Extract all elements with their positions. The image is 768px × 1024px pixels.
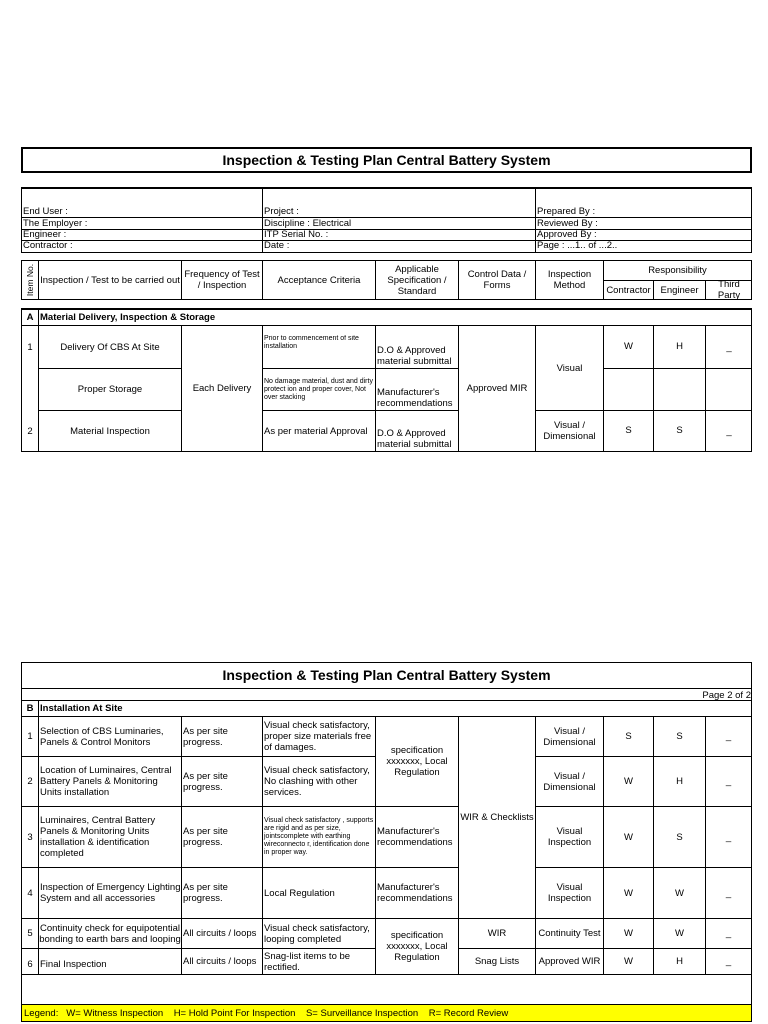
- section-b-letter: B: [26, 703, 34, 714]
- row-b4-contractor: W: [624, 887, 633, 899]
- row-b2-number: 2: [27, 776, 33, 787]
- header-third-party: Third Party: [717, 281, 741, 299]
- header-item-no: Item No.: [25, 263, 35, 297]
- approved-by-label: Approved By :: [537, 229, 597, 240]
- row-b3-acceptance: Visual check satisfactory , supports are rigid and as per size, jointscomplete with earthing wireconnecto r, identification done in proper way.: [264, 817, 374, 856]
- frequency-each-delivery: Each Delivery: [192, 383, 252, 394]
- row-b5-contractor: W: [624, 928, 633, 939]
- row-b4-engineer: W: [675, 887, 684, 899]
- row-b5-control: WIR: [487, 928, 507, 939]
- row-a3-acceptance: As per material Approval: [264, 425, 368, 437]
- row-b5-acceptance: Visual check satisfactory, looping completed: [264, 922, 370, 945]
- row-b3-contractor: W: [624, 831, 633, 843]
- row-b2-third-party: _: [725, 776, 732, 787]
- header-frequency: Frequency of Test / Inspection: [184, 269, 260, 291]
- row-b6-third-party: _: [725, 956, 732, 967]
- row-a2-task: Proper Storage: [77, 384, 143, 395]
- row-b2-frequency: As per site progress.: [183, 770, 228, 793]
- row-b1-number: 1: [27, 731, 33, 742]
- row-a3-task: Material Inspection: [70, 425, 150, 437]
- employer-label: The Employer :: [23, 218, 88, 229]
- row-b4-method: Visual Inspection: [547, 882, 592, 904]
- control-approved-mir: Approved MIR: [466, 383, 528, 394]
- row-b3-task: Luminaires, Central Battery Panels & Monitoring Units installation & identification completed: [40, 815, 156, 859]
- row-a1-engineer: H: [676, 340, 683, 352]
- header-contractor: Contractor: [606, 284, 651, 296]
- method-visual: Visual: [556, 362, 583, 374]
- header-engineer: Engineer: [660, 284, 699, 296]
- row-b4-task: Inspection of Emergency Lighting System and all accessories: [40, 882, 181, 904]
- row-b5-method: Continuity Test: [538, 928, 601, 939]
- row-b2-contractor: W: [624, 776, 633, 787]
- row-b1-method: Visual / Dimensional: [543, 725, 596, 748]
- sheet1-title-text: Inspection & Testing Plan Central Battery System: [222, 152, 551, 168]
- row-b2-method: Visual / Dimensional: [543, 770, 596, 793]
- date-label: Date :: [264, 240, 290, 251]
- row-a3-engineer: S: [676, 424, 683, 436]
- legend-bar: [22, 1005, 751, 1021]
- row-b5-third-party: _: [725, 928, 732, 939]
- control-wir-checklists: WIR & Checklists: [460, 811, 534, 823]
- row-a2-spec: Manufacturer's recommendations: [377, 387, 453, 409]
- page-label: Page : ...1.. of ...2..: [537, 240, 618, 251]
- row-b1-acceptance: Visual check satisfactory, proper size materials free of damages.: [264, 720, 372, 753]
- row-b1-engineer: S: [676, 731, 683, 742]
- sheet1-title: [21, 147, 752, 173]
- row-b1-contractor: S: [625, 731, 632, 742]
- row-b3-engineer: S: [676, 831, 683, 843]
- row-b6-frequency: All circuits / loops: [183, 956, 257, 967]
- row-a1-acceptance: Prior to commencement of site installation: [264, 335, 359, 350]
- discipline-label: Discipline : Electrical: [264, 218, 352, 229]
- row-b6-control: Snag Lists: [474, 956, 520, 967]
- row-b5-frequency: All circuits / loops: [183, 928, 257, 939]
- contractor-label: Contractor :: [23, 240, 73, 251]
- row-b6-acceptance: Snag-list items to be rectified.: [264, 950, 351, 973]
- header-inspection: Inspection / Test to be carried out: [40, 274, 180, 286]
- section-a-title: Material Delivery, Inspection & Storage: [40, 312, 216, 323]
- itp-serial-label: ITP Serial No. :: [264, 229, 329, 240]
- row-a3-number: 2: [27, 425, 33, 437]
- row-b6-task: Final Inspection: [40, 959, 107, 970]
- spec-rows-b1-b2: specification xxxxxxx, Local Regulation: [386, 745, 448, 778]
- row-b2-engineer: H: [676, 776, 683, 787]
- row-b4-third-party: _: [725, 887, 732, 899]
- engineer-label: Engineer :: [23, 229, 67, 240]
- row-b6-method: Approved WIR: [538, 956, 601, 967]
- sheet2-title: Inspection & Testing Plan Central Battery System: [222, 667, 551, 683]
- row-b6-engineer: H: [676, 956, 683, 967]
- row-b3-spec: Manufacturer's recommendations: [377, 826, 453, 848]
- row-b6-contractor: W: [624, 956, 633, 967]
- row-a2-acceptance: No damage material, dust and dirty protect ion and proper cover, Not over stacking: [264, 378, 373, 401]
- row-b1-third-party: _: [725, 731, 732, 742]
- header-control: Control Data / Forms: [467, 269, 527, 291]
- row-b4-frequency: As per site progress.: [183, 882, 228, 904]
- row-a1-number: 1: [27, 341, 33, 353]
- row-b5-task: Continuity check for equipotential bonding to earth bars and looping: [39, 922, 181, 945]
- row-b4-spec: Manufacturer's recommendations: [377, 882, 453, 904]
- row-a3-method: Visual / Dimensional: [543, 420, 596, 442]
- prepared-by-label: Prepared By :: [537, 206, 596, 217]
- row-b3-method: Visual Inspection: [547, 826, 592, 848]
- spec-rows-b5-b6: specification xxxxxxx, Local Regulation: [386, 930, 448, 963]
- row-b1-task: Selection of CBS Luminaries, Panels & Control Monitors: [40, 725, 164, 748]
- header-method: Inspection Method: [547, 269, 592, 291]
- project-label: Project :: [264, 206, 299, 217]
- header-applicable: Applicable Specification / Standard: [387, 263, 447, 297]
- header-acceptance: Acceptance Criteria: [277, 274, 361, 286]
- row-b1-frequency: As per site progress.: [183, 725, 228, 748]
- row-a1-third-party: _: [726, 341, 732, 353]
- row-a1-contractor: W: [624, 340, 633, 352]
- row-b3-number: 3: [27, 831, 33, 843]
- row-b3-frequency: As per site progress.: [183, 826, 228, 848]
- row-b3-third-party: _: [725, 831, 732, 843]
- row-b5-number: 5: [27, 928, 33, 939]
- reviewed-by-label: Reviewed By :: [537, 218, 598, 229]
- sheet2-page: Page 2 of 2: [702, 689, 751, 701]
- row-b4-number: 4: [27, 887, 33, 899]
- row-a1-spec: D.O & Approved material submittal: [377, 345, 452, 367]
- section-b-title: Installation At Site: [40, 703, 123, 714]
- row-a3-third-party: _: [726, 425, 732, 437]
- section-a-letter: A: [26, 312, 34, 323]
- header-responsibility: Responsibility: [648, 265, 707, 276]
- row-a3-spec: D.O & Approved material submittal: [377, 428, 452, 450]
- legend-text: Legend: W= Witness Inspection H= Hold Point For Inspection S= Surveillance Inspection R= Record Review: [24, 1007, 509, 1019]
- row-a3-contractor: S: [625, 424, 632, 436]
- row-b2-task: Location of Luminaires, Central Battery Panels & Monitoring Units installation: [40, 765, 172, 798]
- row-b6-number: 6: [27, 959, 33, 970]
- end-user-label: End User :: [23, 206, 68, 217]
- row-b2-acceptance: Visual check satisfactory, No clashing with other services.: [264, 765, 370, 798]
- row-b5-engineer: W: [675, 928, 684, 939]
- row-a1-task: Delivery Of CBS At Site: [60, 341, 160, 353]
- row-b4-acceptance: Local Regulation: [264, 887, 335, 899]
